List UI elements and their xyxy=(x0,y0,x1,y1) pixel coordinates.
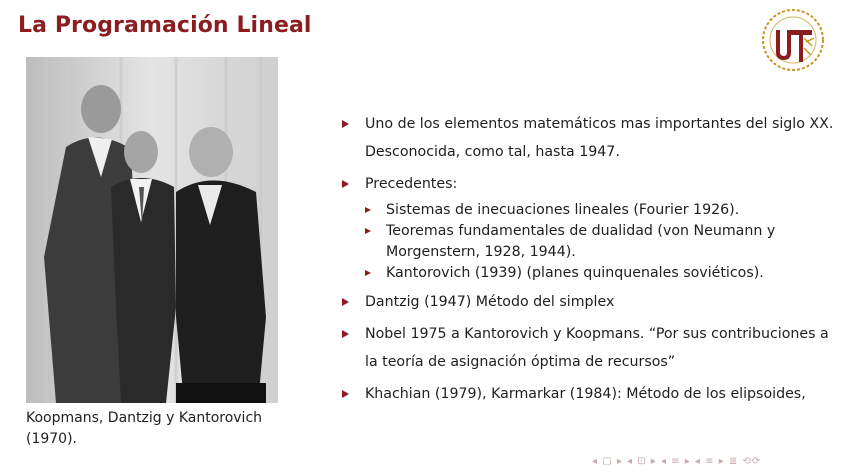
sub-bullet-text: Teoremas fundamentales de dualidad (von Neumann y Morgenstern, 1928, 1944). xyxy=(386,223,776,260)
bullet-item xyxy=(342,380,842,408)
sub-bullet-list xyxy=(365,200,842,284)
bullet-item xyxy=(342,320,842,376)
bullet-item xyxy=(342,110,842,166)
photo-caption: Koopmans, Dantzig y Kantorovich (1970). xyxy=(26,410,263,447)
bullet-text: Dantzig (1947) Método del simplex xyxy=(365,294,615,310)
sub-bullet-item xyxy=(365,221,842,263)
triangle-bullet-icon xyxy=(342,120,349,128)
sub-bullet-item xyxy=(365,200,842,221)
sub-bullet-item xyxy=(365,263,842,284)
bullet-text: Khachian (1979), Karmarkar (1984): Método de los elipsoides, xyxy=(365,386,806,402)
beamer-navigation-bar[interactable]: ◂ ▢ ▸ ◂ ⊡ ▸ ◂ ≡ ▸ ◂ ≡ ▸ ≣ ⟲⟳ xyxy=(592,456,762,467)
bullet-item xyxy=(342,288,842,316)
bullet-text: Nobel 1975 a Kantorovich y Koopmans. “Por sus contribuciones a la teoría de asignación óptima de recursos” xyxy=(365,326,829,370)
bullet-list xyxy=(342,110,842,408)
sub-bullet-text: Kantorovich (1939) (planes quinquenales soviéticos). xyxy=(386,265,764,281)
sub-bullet-text: Sistemas de inecuaciones lineales (Fourier 1926). xyxy=(386,202,740,218)
bullet-text: Precedentes: xyxy=(365,176,458,192)
triangle-bullet-icon xyxy=(342,298,349,306)
bullet-text: Uno de los elementos matemáticos mas importantes del siglo XX. Desconocida, como tal, hasta 1947. xyxy=(365,116,834,160)
slide-title: La Programación Lineal xyxy=(18,13,312,38)
triangle-bullet-icon xyxy=(365,270,371,276)
historical-photo xyxy=(26,57,278,403)
triangle-bullet-icon xyxy=(365,207,371,213)
bullet-item xyxy=(342,170,842,284)
triangle-bullet-icon xyxy=(342,390,349,398)
triangle-bullet-icon xyxy=(342,330,349,338)
university-seal-logo xyxy=(756,8,830,72)
triangle-bullet-icon xyxy=(365,228,371,234)
triangle-bullet-icon xyxy=(342,180,349,188)
